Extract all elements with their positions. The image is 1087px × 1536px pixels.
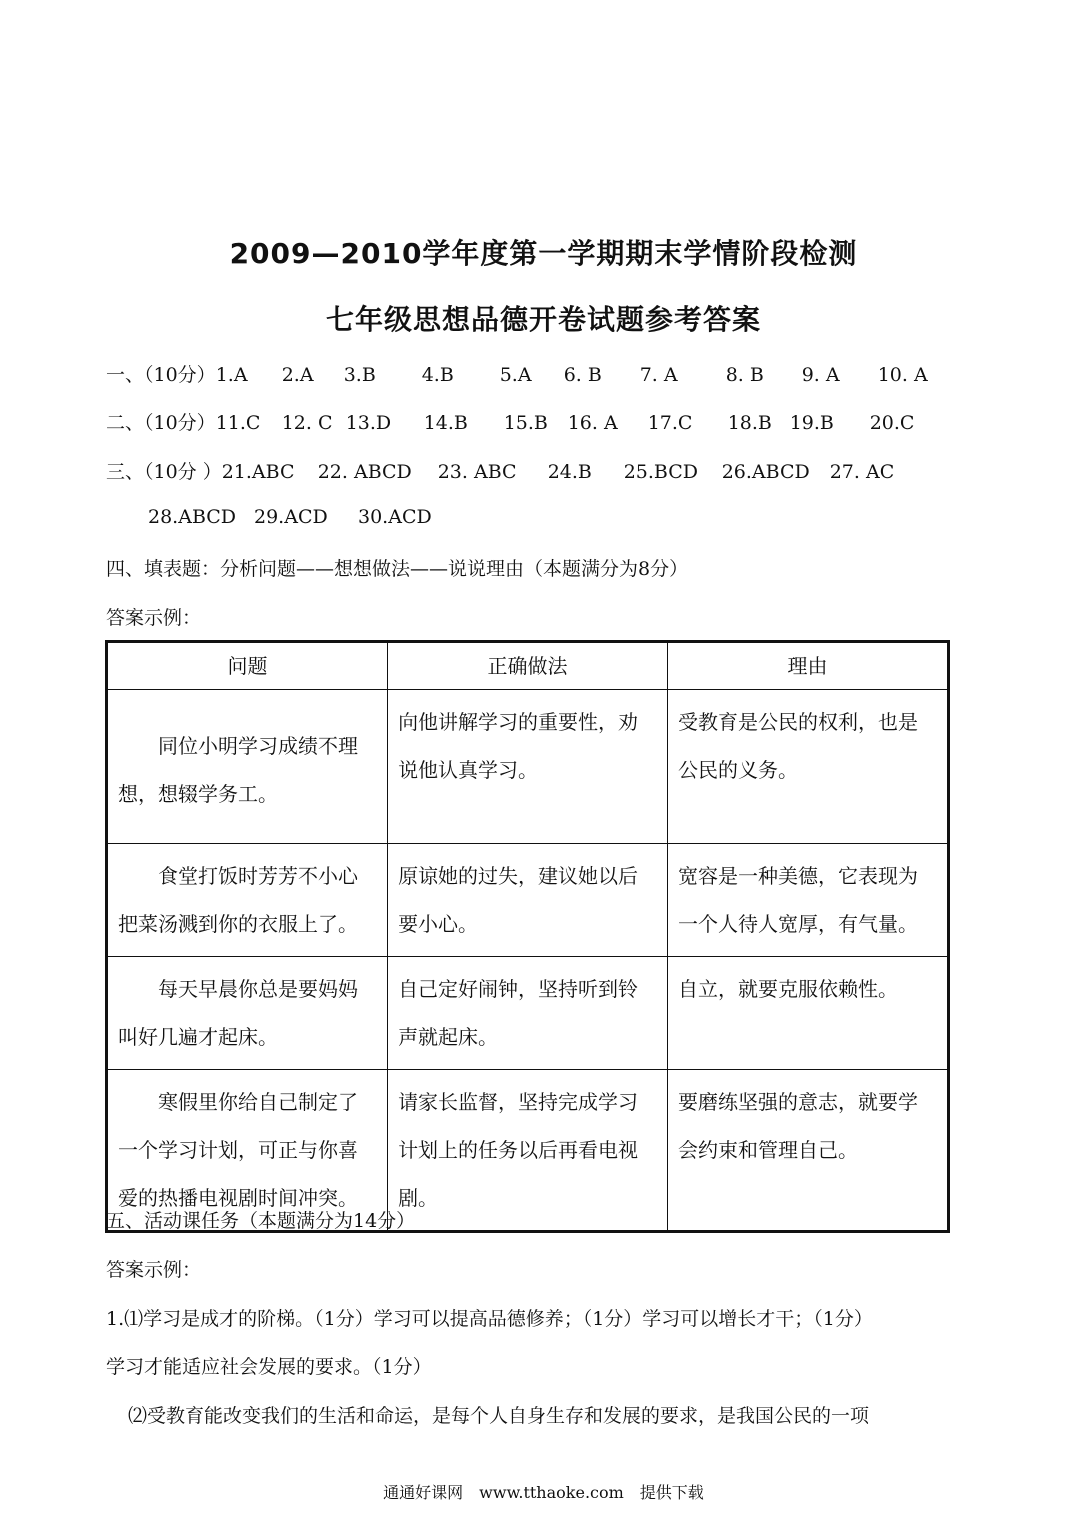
answer-item: 8. B (725, 364, 764, 386)
table-cell-reason: 宽容是一种美德，它表现为一个人待人宽厚，有气量。 (668, 844, 949, 957)
section-3-label: 三、（10分 ） (106, 461, 222, 483)
table-cell-method: 原谅她的过失，建议她以后要小心。 (388, 844, 668, 957)
column-header-reason: 理由 (668, 642, 949, 690)
table-cell-problem: 每天早晨你总是要妈妈叫好几遍才起床。 (107, 957, 388, 1070)
table-cell-problem: 同位小明学习成绩不理想，想辍学务工。 (107, 690, 388, 844)
download-footer: 通通好课网 www.tthaoke.com 提供下载 (383, 1483, 704, 1502)
answer-item: 20.C (869, 412, 915, 434)
table-cell-reason: 自立，就要克服依赖性。 (668, 957, 949, 1070)
table-cell-method: 自己定好闹钟，坚持听到铃声就起床。 (388, 957, 668, 1070)
answer-item: 10. A (877, 364, 928, 386)
answer-item: 2.A (281, 364, 314, 386)
answer-item: 13.D (345, 412, 392, 434)
table-cell-reason: 要磨练坚强的意志，就要学会约束和管理自己。 (668, 1070, 949, 1232)
section-1-label: 一、（10分） (106, 364, 216, 386)
table-cell-problem: 寒假里你给自己制定了一个学习计划，可正与你喜爱的热播电视剧时间冲突。 (107, 1070, 388, 1232)
table-row (107, 957, 949, 1070)
table-header-row (107, 642, 949, 690)
answer-item: 29.ACD (254, 506, 328, 528)
table-cell-method: 请家长监督，坚持完成学习计划上的任务以后再看电视剧。 (388, 1070, 668, 1232)
answer-item: 19.B (789, 412, 834, 434)
answer-item: 4.B (421, 364, 454, 386)
answer-item: 27. AC (829, 461, 895, 483)
answer-item: 6. B (563, 364, 602, 386)
answer-item: 5.A (499, 364, 532, 386)
answer-item: 7. A (639, 364, 678, 386)
answer-item: 23. ABC (437, 461, 517, 483)
answer-paragraph-2-line-1: ⑵受教育能改变我们的生活和命运，是每个人自身生存和发展的要求，是我国公民的一项 (128, 1405, 870, 1427)
section-2-label: 二、（10分） (106, 412, 216, 434)
table-cell-method: 向他讲解学习的重要性，劝说他认真学习。 (388, 690, 668, 844)
table-cell-problem: 食堂打饭时芳芳不小心把菜汤溅到你的衣服上了。 (107, 844, 388, 957)
column-header-problem: 问题 (107, 642, 388, 690)
answer-item: 21.ABC (221, 461, 295, 483)
answer-item: 22. ABCD (317, 461, 412, 483)
answer-item: 16. A (567, 412, 618, 434)
answer-item: 12. C (281, 412, 333, 434)
section-5-heading: 五、活动课任务（本题满分为14分） (106, 1210, 416, 1232)
answer-item: 11.C (215, 412, 261, 434)
answer-item: 25.BCD (623, 461, 699, 483)
answer-table (105, 640, 950, 1233)
column-header-method: 正确做法 (388, 642, 668, 690)
answer-paragraph-1-line-1: 1.⑴学习是成才的阶梯。（1分）学习可以提高品德修养；（1分）学习可以增长才干；（1分） (106, 1308, 873, 1330)
answer-item: 14.B (423, 412, 468, 434)
answer-item: 18.B (727, 412, 772, 434)
answer-item: 28.ABCD (148, 506, 237, 528)
answer-item: 24.B (547, 461, 592, 483)
exam-subtitle: 七年级思想品德开卷试题参考答案 (325, 303, 761, 336)
section-4-example-label: 答案示例： (106, 607, 202, 629)
section-3-answers (106, 457, 894, 484)
answer-item: 26.ABCD (721, 461, 810, 483)
answer-item: 30.ACD (358, 506, 432, 528)
answer-item: 9. A (801, 364, 840, 386)
answer-item: 3.B (343, 364, 376, 386)
table-cell-reason: 受教育是公民的权利，也是公民的义务。 (668, 690, 949, 844)
section-5-example-label: 答案示例： (106, 1259, 202, 1281)
section-4-heading: 四、填表题：分析问题——想想做法——说说理由（本题满分为8分） (106, 558, 689, 580)
section-1-answers (106, 360, 928, 387)
answer-paragraph-1-line-2: 学习才能适应社会发展的要求。（1分） (106, 1356, 432, 1378)
answer-item: 15.B (503, 412, 548, 434)
section-3-answers-continued (148, 506, 432, 528)
section-2-answers (106, 408, 914, 435)
table-row (107, 844, 949, 957)
table-row (107, 690, 949, 844)
exam-title: 2009—2010学年度第一学期期末学情阶段检测 (229, 237, 858, 270)
answer-item: 17.C (647, 412, 693, 434)
answer-item: 1.A (215, 364, 248, 386)
